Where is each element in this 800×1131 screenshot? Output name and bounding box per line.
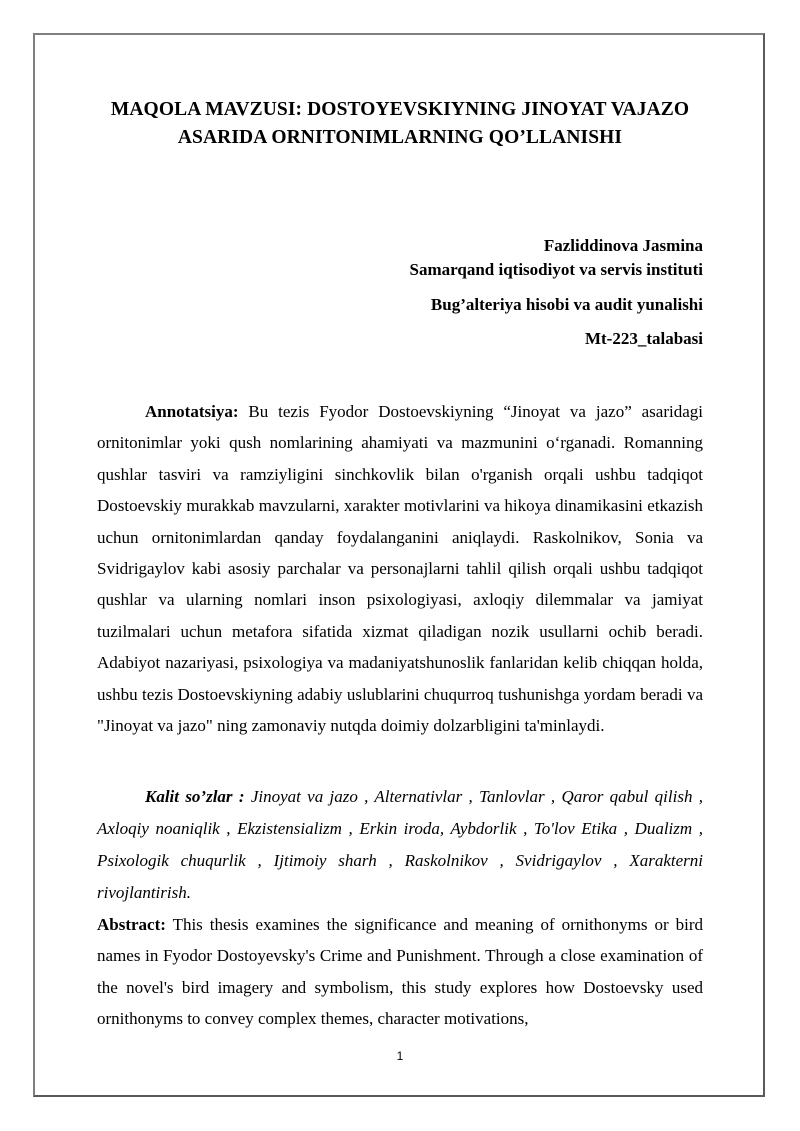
abstract-label: Abstract:	[97, 915, 166, 934]
author-department: Bug’alteriya hisobi va audit yunalishi	[430, 295, 703, 314]
author-institution: Samarqand iqtisodiyot va servis instituti	[409, 260, 703, 279]
author-group: Mt-223_talabasi	[584, 329, 703, 348]
annotation-label: Annotatsiya:	[145, 402, 239, 421]
annotation-paragraph	[97, 396, 703, 741]
abstract-text: This thesis examines the significance and meaning of ornithonyms or bird names in Fyodor Dostoyevsky's Crime and Punishment. Through a close examination of the novel's bird imagery and symbolism, this study explores how Dostoevsky used ornithonyms to convey complex themes, character motivations,	[97, 915, 703, 1029]
keywords-label: Kalit so’zlar :	[145, 787, 245, 806]
keywords-text: Jinoyat va jazo , Alternativlar , Tanlovlar , Qaror qabul qilish , Axloqiy noaniqlik , Ekzistensializm , Erkin iroda, Aybdorlik , To'lov Etika , Dualizm , Psixologik chuqurlik , Ijtimoiy sharh , Raskolnikov , Svidrigaylov , Xarakterni rivojlantirish.	[97, 787, 703, 902]
author-name: Fazliddinova Jasmina	[543, 236, 703, 255]
keywords-paragraph	[97, 781, 703, 909]
abstract-paragraph	[97, 909, 703, 1035]
article-title: MAQOLA MAVZUSI: DOSTOYEVSKIYNING JINOYAT VAJAZO ASARIDA ORNITONIMLARNING QO’LLANISHI	[110, 99, 690, 148]
annotation-text: Bu tezis Fyodor Dostoevskiyning “Jinoyat va jazo” asaridagi ornitonimlar yoki qush nomlarining ahamiyati va mazmunini o‘rganadi. Romanning qushlar tasviri va ramziyligini sinchkovlik bilan o'rganish orqali ushbu tadqiqot Dostoevskiy murakkab mavzularni, xarakter motivlarini va hikoya dinamikasini etkazish uchun ornitonimlardan qanday foydalanganini aniqlaydi. Raskolnikov, Sonia va Svidrigaylov kabi asosiy parchalar va personajlarni tahlil qilish orqali ushbu tadqiqot qushlar va ularning nomlari inson psixologiyasi, axloqiy dilemmalar va jamiyat tuzilmalari uchun metafora sifatida xizmat qiladigan nozik usullarni ochib beradi. Adabiyot nazariyasi, psixologiya va madaniyatshunoslik fanlaridan kelib chiqqan holda, ushbu tezis Dostoevskiyning adabiy uslublarini chuqurroq tushunishga yordam beradi va "Jinoyat va jazo" ning zamonaviy nutqda doimiy dolzarbligini ta'minlaydi.	[97, 402, 703, 736]
page-number: 1	[396, 1049, 404, 1063]
